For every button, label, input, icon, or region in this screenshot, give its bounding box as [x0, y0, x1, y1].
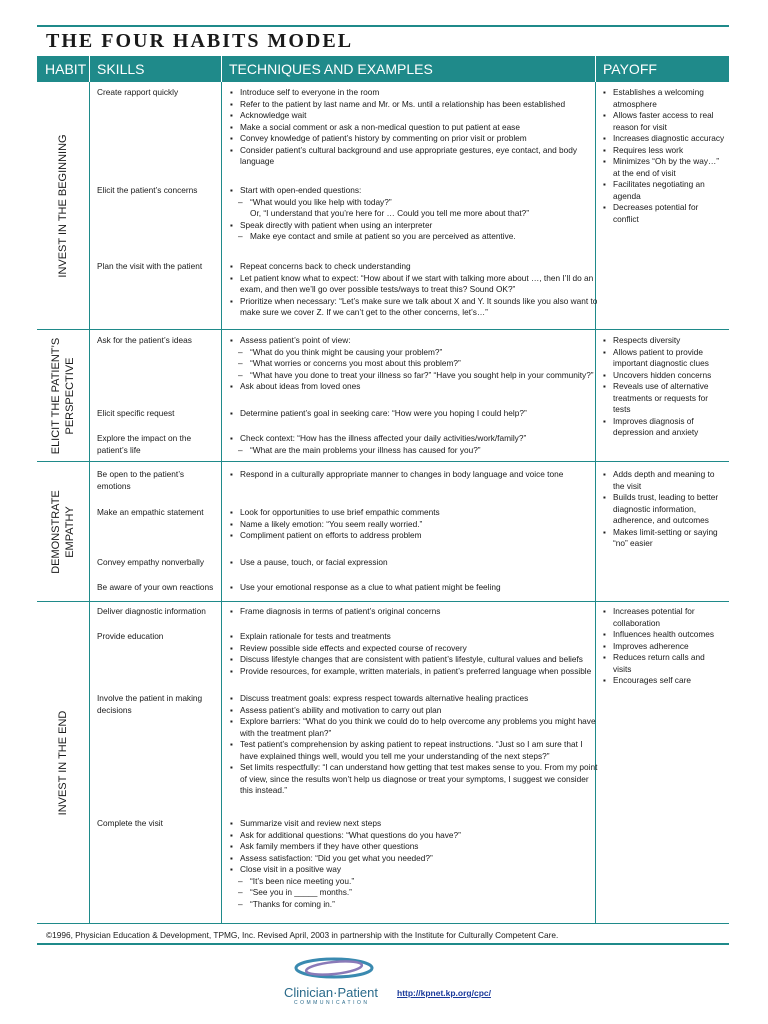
technique-item: ▪ Convey knowledge of patient’s history by commenting on prior visit or problem: [230, 133, 600, 145]
technique-list: [230, 469, 600, 481]
technique-item: ▪ Let patient know what to expect: “How about if we start with talking more about …, then I’ll do an exam, and then we’ll go over possible tests/ways to treat this? Sound OK?”: [230, 273, 600, 296]
technique-item: ▪ Name a likely emotion: “You seem really worried.”: [230, 519, 600, 531]
payoff-list: [603, 469, 725, 550]
technique-item: ▪ Assess patient’s point of view:: [230, 335, 600, 347]
skill-item: Convey empathy nonverbally: [97, 557, 204, 567]
technique-item: – “What would you like help with today?”: [230, 197, 600, 209]
table-header: [37, 56, 729, 82]
technique-item: ▪ Start with open-ended questions:: [230, 185, 600, 197]
habit-row-invest-beginning: [37, 82, 729, 330]
payoff-list: [603, 87, 725, 225]
habit-row-elicit-perspective: [37, 330, 729, 462]
technique-item: – “See you in _____ months.”: [230, 887, 600, 899]
technique-list: [230, 433, 600, 456]
habit-label: INVEST IN THE BEGINNING: [57, 133, 69, 278]
technique-item: ▪ Review possible side effects and expected course of recovery: [230, 643, 600, 655]
technique-item: ▪ Discuss lifestyle changes that are consistent with patient’s lifestyle, cultural values and beliefs: [230, 654, 600, 666]
payoff-item: ▪ Adds depth and meaning to the visit: [603, 469, 725, 492]
skill-item: Involve the patient in making decisions: [97, 693, 203, 715]
payoff-item: ▪ Respects diversity: [603, 335, 725, 347]
habit-row-demonstrate-empathy: [37, 462, 729, 602]
payoff-item: ▪ Allows patient to provide important diagnostic clues: [603, 347, 725, 370]
technique-item: ▪ Summarize visit and review next steps: [230, 818, 600, 830]
technique-item: ▪ Close visit in a positive way: [230, 864, 600, 876]
technique-item: ▪ Assess satisfaction: “Did you get what you needed?”: [230, 853, 600, 865]
technique-item: ▪ Set limits respectfully: “I can understand how getting that test makes sense to you. From my point of view, since the results won’t help us diagnose or treat your symptoms, I suggest we consider this instead.”: [230, 762, 600, 797]
technique-item: ▪ Ask for additional questions: “What questions do you have?”: [230, 830, 600, 842]
top-rule: [37, 25, 729, 27]
technique-item: ▪ Ask about ideas from loved ones: [230, 381, 600, 393]
technique-item: ▪ Speak directly with patient when using an interpreter: [230, 220, 600, 232]
technique-item: ▪ Acknowledge wait: [230, 110, 600, 122]
payoff-item: ▪ Improves diagnosis of depression and anxiety: [603, 416, 725, 439]
payoff-item: ▪ Allows faster access to real reason for visit: [603, 110, 725, 133]
payoff-item: ▪ Influences health outcomes: [603, 629, 725, 641]
technique-item: ▪ Use your emotional response as a clue to what patient might be feeling: [230, 582, 600, 594]
habit-label: DEMONSTRATE EMPATHY: [50, 489, 76, 574]
header-skills: SKILLS: [97, 61, 145, 77]
technique-item: ▪ Ask family members if they have other questions: [230, 841, 600, 853]
skill-item: Create rapport quickly: [97, 87, 179, 97]
technique-item: ▪ Look for opportunities to use brief empathic comments: [230, 507, 600, 519]
header-techniques: TECHNIQUES AND EXAMPLES: [229, 61, 433, 77]
technique-item: ▪ Introduce self to everyone in the room: [230, 87, 600, 99]
technique-list: [230, 507, 600, 542]
payoff-item: ▪ Increases potential for collaboration: [603, 606, 725, 629]
payoff-item: ▪ Improves adherence: [603, 641, 725, 653]
habit-label: ELICIT THE PATIENT’S PERSPECTIVE: [50, 337, 76, 454]
technique-item: – “What do you think might be causing your problem?”: [230, 347, 600, 359]
copyright-notice: ©1996, Physician Education & Development, TPMG, Inc. Revised April, 2003 in partnership with the Institute for Culturally Competent Care.: [46, 930, 559, 940]
technique-item: – Make eye contact and smile at patient so you are perceived as attentive.: [230, 231, 600, 243]
technique-item: – “What are the main problems your illness has caused for you?”: [230, 445, 600, 457]
technique-list: [230, 631, 600, 677]
skill-item: Deliver diagnostic information: [97, 606, 206, 616]
footer-rule: [37, 943, 729, 945]
technique-item: ▪ Consider patient’s cultural background and use appropriate gestures, eye contact, and body language: [230, 145, 600, 168]
payoff-item: ▪ Reveals use of alternative treatments or requests for tests: [603, 381, 725, 416]
payoff-item: ▪ Uncovers hidden concerns: [603, 370, 725, 382]
technique-item: ▪ Respond in a culturally appropriate manner to changes in body language and voice tone: [230, 469, 600, 481]
technique-item: ▪ Check context: “How has the illness affected your daily activities/work/family?”: [230, 433, 600, 445]
payoff-item: ▪ Builds trust, leading to better diagnostic information, adherence, and outcomes: [603, 492, 725, 527]
technique-item: – “Thanks for coming in.”: [230, 899, 600, 911]
technique-item: Or, “I understand that you’re here for … Could you tell me more about that?”: [250, 208, 530, 218]
technique-item: ▪ Make a social comment or ask a non-medical question to put patient at ease: [230, 122, 600, 134]
technique-item: ▪ Determine patient’s goal in seeking care: “How were you hoping I could help?”: [230, 408, 600, 420]
payoff-list: [603, 606, 725, 687]
technique-list: [230, 261, 600, 319]
habit-row-invest-end: [37, 602, 729, 924]
technique-list: [230, 818, 600, 910]
technique-list: [230, 693, 600, 797]
skill-item: Be aware of your own reactions: [97, 582, 214, 592]
skill-item: Ask for the patient’s ideas: [97, 335, 192, 345]
technique-item: ▪ Compliment patient on efforts to address problem: [230, 530, 600, 542]
header-payoff: PAYOFF: [603, 61, 657, 77]
technique-item: ▪ Assess patient’s ability and motivation to carry out plan: [230, 705, 600, 717]
page-title: THE FOUR HABITS MODEL: [46, 30, 354, 52]
technique-item: ▪ Provide resources, for example, written materials, in patient’s preferred language when possible: [230, 666, 600, 678]
payoff-item: ▪ Facilitates negotiating an agenda: [603, 179, 725, 202]
skill-item: Elicit specific request: [97, 408, 175, 418]
technique-list: [230, 87, 600, 168]
technique-item: – “What have you done to treat your illness so far?” “Have you sought help in your community?”: [230, 370, 600, 382]
technique-item: ▪ Use a pause, touch, or facial expression: [230, 557, 600, 569]
skill-item: Plan the visit with the patient: [97, 261, 203, 271]
skill-item: Be open to the patient’s emotions: [97, 469, 185, 491]
technique-item: ▪ Test patient’s comprehension by asking patient to repeat instructions. “Just so I am sure that I have explained things well, would you tell me your understanding of the next steps?”: [230, 739, 600, 762]
technique-item: – “What worries or concerns you most about this problem?”: [230, 358, 600, 370]
technique-list: [230, 335, 600, 393]
payoff-item: ▪ Decreases potential for conflict: [603, 202, 725, 225]
skill-item: Provide education: [97, 631, 164, 641]
payoff-item: ▪ Reduces return calls and visits: [603, 652, 725, 675]
technique-list: [230, 408, 600, 420]
payoff-item: ▪ Minimizes “Oh by the way…” at the end of visit: [603, 156, 725, 179]
payoff-item: ▪ Makes limit-setting or saying “no” easier: [603, 527, 725, 550]
header-habit: HABIT: [45, 61, 87, 77]
technique-item: ▪ Frame diagnosis in terms of patient’s original concerns: [230, 606, 600, 618]
payoff-item: ▪ Establishes a welcoming atmosphere: [603, 87, 725, 110]
habit-label: INVEST IN THE END: [57, 710, 69, 815]
technique-item: ▪ Refer to the patient by last name and Mr. or Ms. until a relationship has been established: [230, 99, 600, 111]
technique-list: [230, 185, 600, 243]
logo-text: Clinician·Patient: [284, 985, 378, 1000]
payoff-list: [603, 335, 725, 439]
technique-list: [230, 606, 600, 618]
skill-item: Complete the visit: [97, 818, 163, 828]
skill-item: Explore the impact on the patient’s life: [97, 433, 192, 455]
technique-item: ▪ Discuss treatment goals: express respect towards alternative healing practices: [230, 693, 600, 705]
technique-list: [230, 557, 600, 569]
technique-item: ▪ Prioritize when necessary: “Let’s make sure we talk about X and Y. It sounds like you also want to make sure we cover Z. If we can’t get to the other concerns, let’s…”: [230, 296, 600, 319]
payoff-item: ▪ Encourages self care: [603, 675, 725, 687]
technique-item: ▪ Explore barriers: “What do you think we could do to help overcome any problems you might have with the treatment plan?”: [230, 716, 600, 739]
technique-item: ▪ Explain rationale for tests and treatments: [230, 631, 600, 643]
logo-subtitle: COMMUNICATION: [294, 1000, 370, 1006]
skill-item: Elicit the patient’s concerns: [97, 185, 198, 195]
payoff-item: ▪ Requires less work: [603, 145, 725, 157]
resource-link[interactable]: http://kpnet.kp.org/cpc/: [397, 988, 491, 998]
technique-item: – “It’s been nice meeting you.”: [230, 876, 600, 888]
skill-item: Make an empathic statement: [97, 507, 204, 517]
technique-list: [230, 582, 600, 594]
technique-item: ▪ Repeat concerns back to check understanding: [230, 261, 600, 273]
payoff-item: ▪ Increases diagnostic accuracy: [603, 133, 725, 145]
